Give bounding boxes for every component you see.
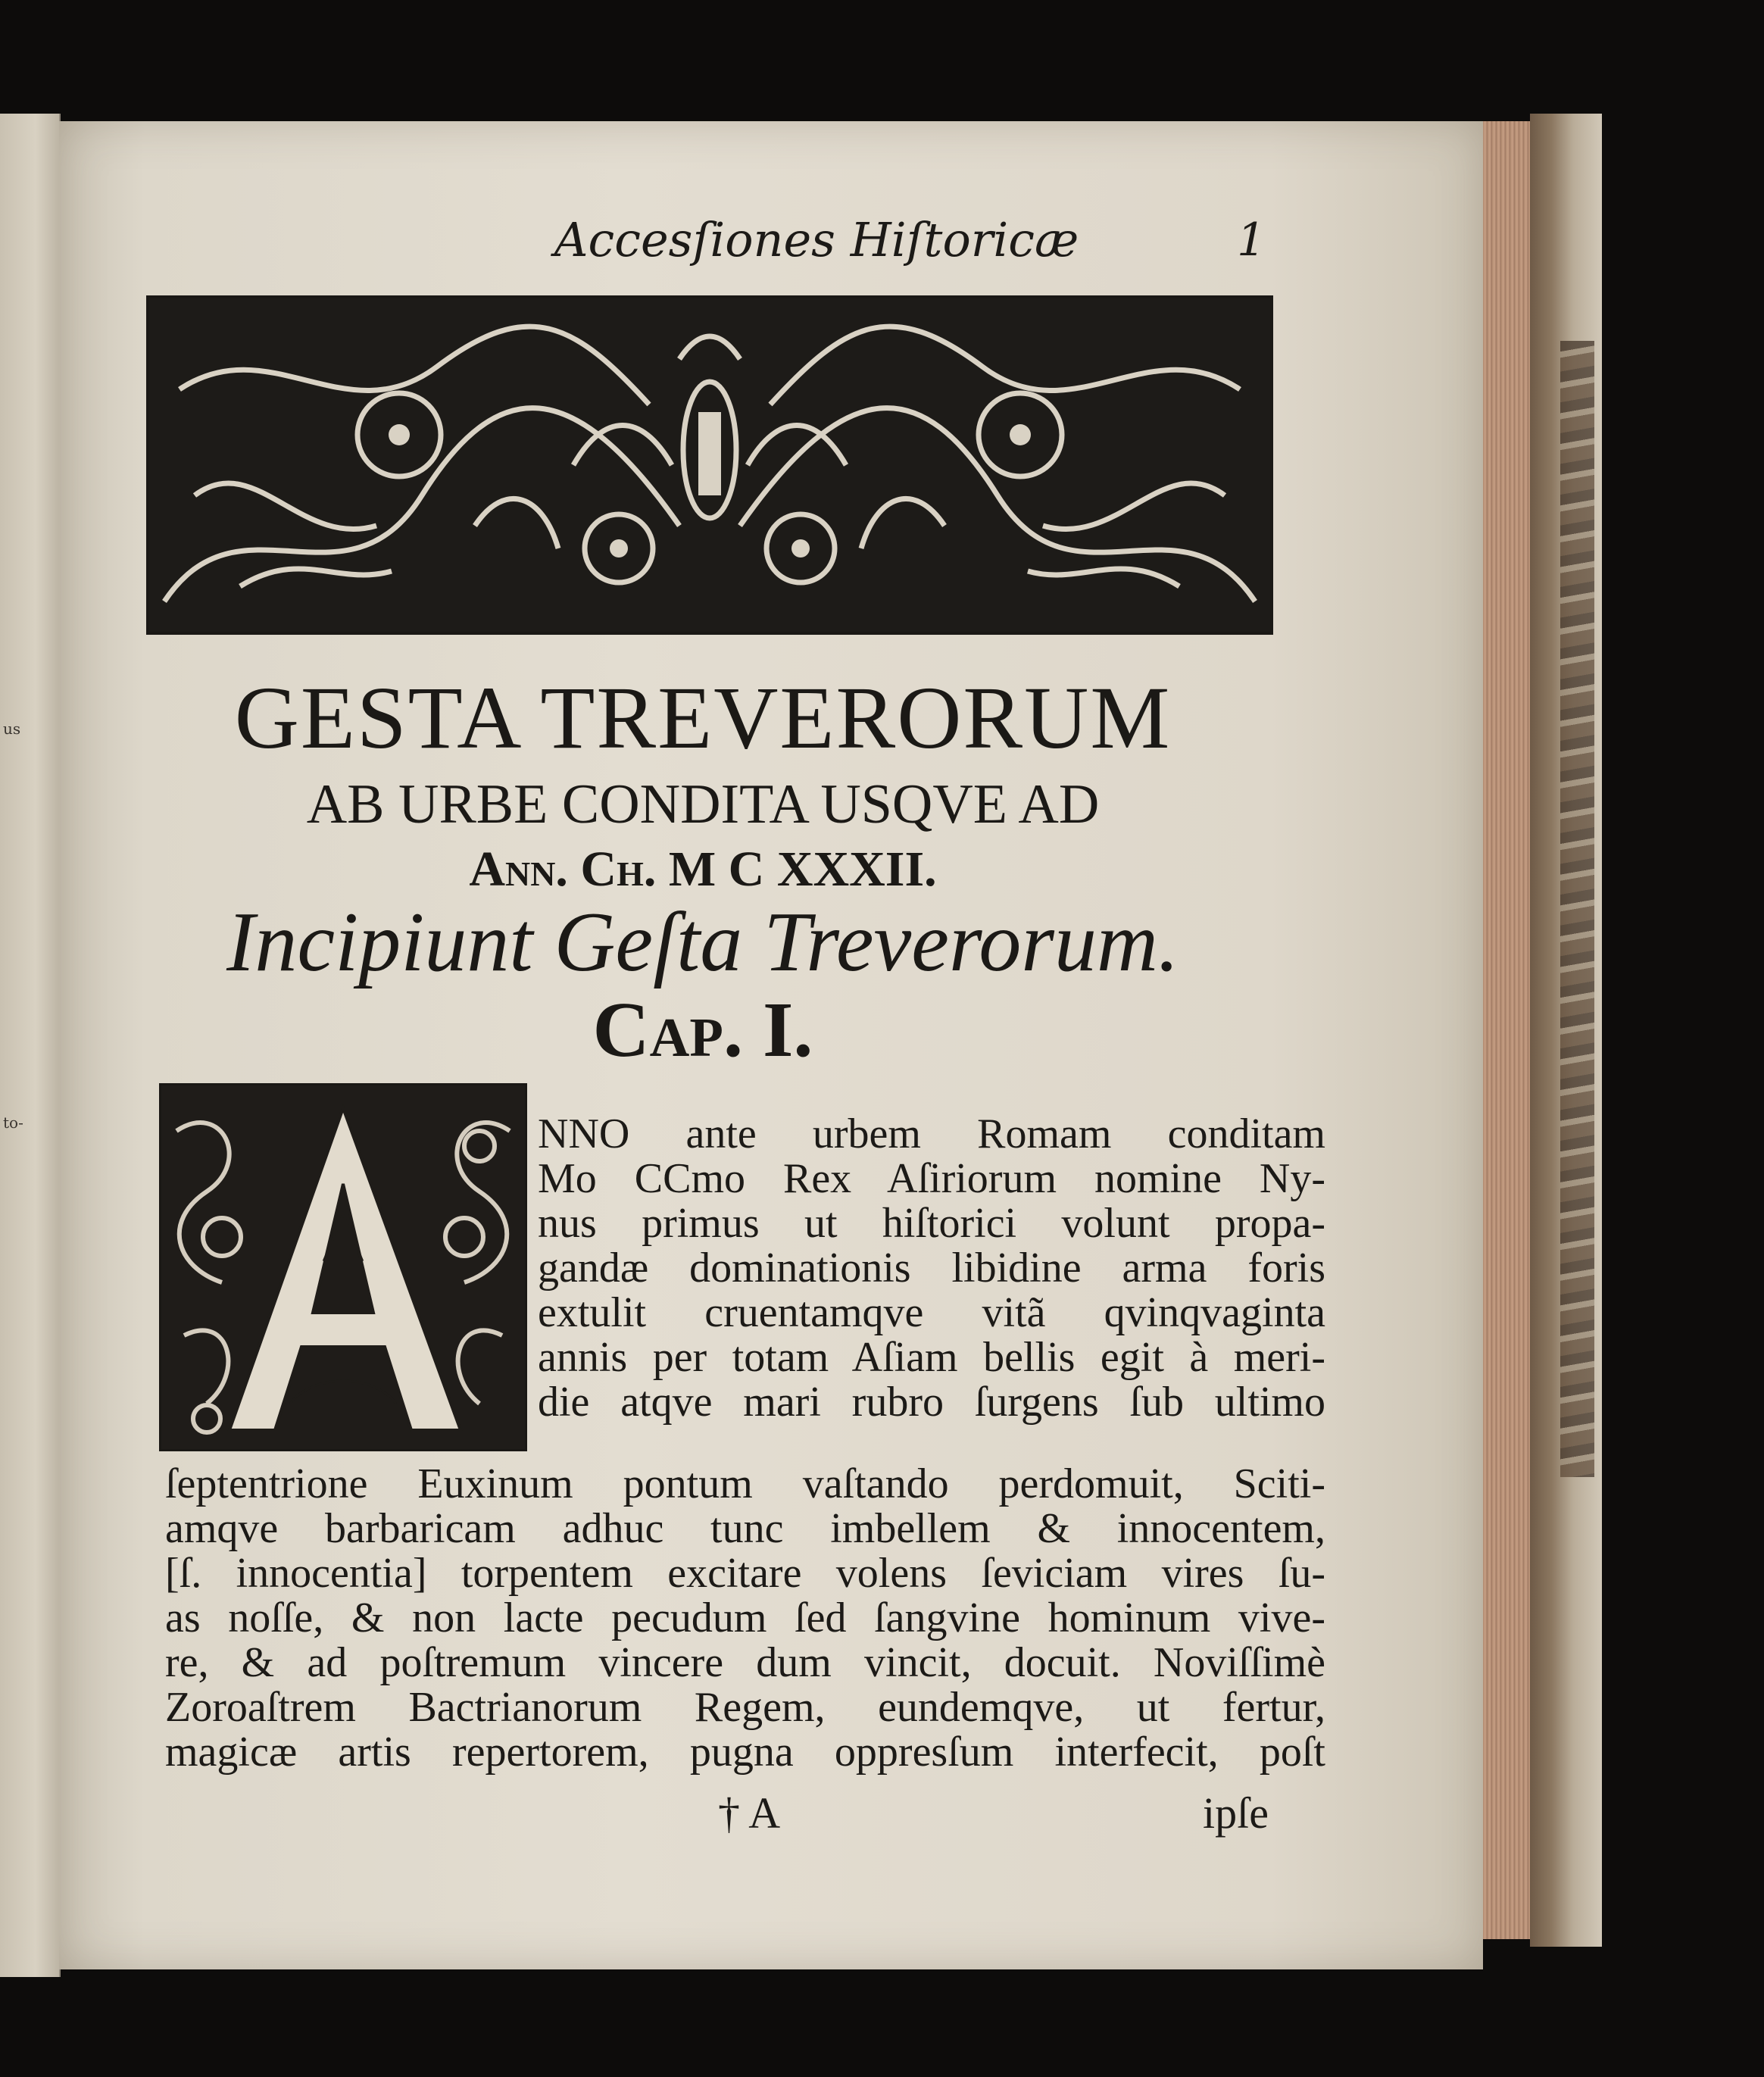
book-cover xyxy=(1530,114,1602,1947)
incipit-heading: Incipiunt Geſta Treverorum. xyxy=(226,895,1179,989)
text-line: re, & ad poſtremum vincere dum vincit, docuit. Noviſſimè xyxy=(165,1639,1325,1686)
text-line: ſeptentrione Euxinum pontum vaſtando perdomuit, Sciti- xyxy=(165,1460,1325,1507)
text-line: [ſ. innocentia] torpentem excitare volens ſeviciam vires ſu- xyxy=(165,1550,1325,1597)
text-beside-initial xyxy=(538,1112,1325,1425)
text-line: annis per totam Aſiam bellis egit à meri- xyxy=(538,1334,1325,1381)
prev-page-fragment: to- xyxy=(3,1113,23,1132)
text-line: Mo CCmo Rex Aſiriorum nomine Ny- xyxy=(538,1155,1325,1202)
book-page xyxy=(59,121,1483,1969)
text-full-width xyxy=(165,1462,1325,1775)
page-block-edge xyxy=(1477,121,1531,1939)
chapter-heading: Cap. I. xyxy=(592,986,813,1073)
text-line: amqve barbaricam adhuc tunc imbellem & innocentem, xyxy=(165,1505,1325,1552)
text-line: as noſſe, & non lacte pecudum ſed ſangvine hominum vive- xyxy=(165,1594,1325,1641)
catchword: ipſe xyxy=(1203,1788,1269,1838)
page-number: 1 xyxy=(1237,214,1266,267)
ornamental-initial-a-icon xyxy=(159,1083,527,1451)
text-line: NNO ante urbem Romam conditam xyxy=(538,1110,1325,1157)
title-year: Ann. Ch. M C XXXII. xyxy=(469,842,937,897)
text-line: nus primus ut hiſtorici volunt propa- xyxy=(538,1200,1325,1247)
text-line: die atqve mari rubro ſurgens ſub ultimo xyxy=(538,1379,1325,1426)
text-line: gandæ dominationis libidine arma foris xyxy=(538,1245,1325,1291)
title-main: GESTA TREVERORUM xyxy=(234,668,1172,767)
previous-page-edge xyxy=(0,114,61,1977)
prev-page-fragment: us xyxy=(3,720,21,738)
floral-headpiece-icon xyxy=(146,295,1273,635)
signature-mark: † A xyxy=(718,1788,781,1838)
text-line: magicæ artis repertorem, pugna oppresſum interfecit, poſt xyxy=(165,1729,1325,1776)
text-line: extulit cruentamqve vitã qvinqvaginta xyxy=(538,1289,1325,1336)
running-head: Accesſiones Hiſtoricæ xyxy=(554,212,1079,267)
text-line: Zoroaſtrem Bactrianorum Regem, eundemqve, ut fertur, xyxy=(165,1684,1325,1731)
title-subtitle: AB URBE CONDITA USQVE AD xyxy=(306,773,1100,835)
